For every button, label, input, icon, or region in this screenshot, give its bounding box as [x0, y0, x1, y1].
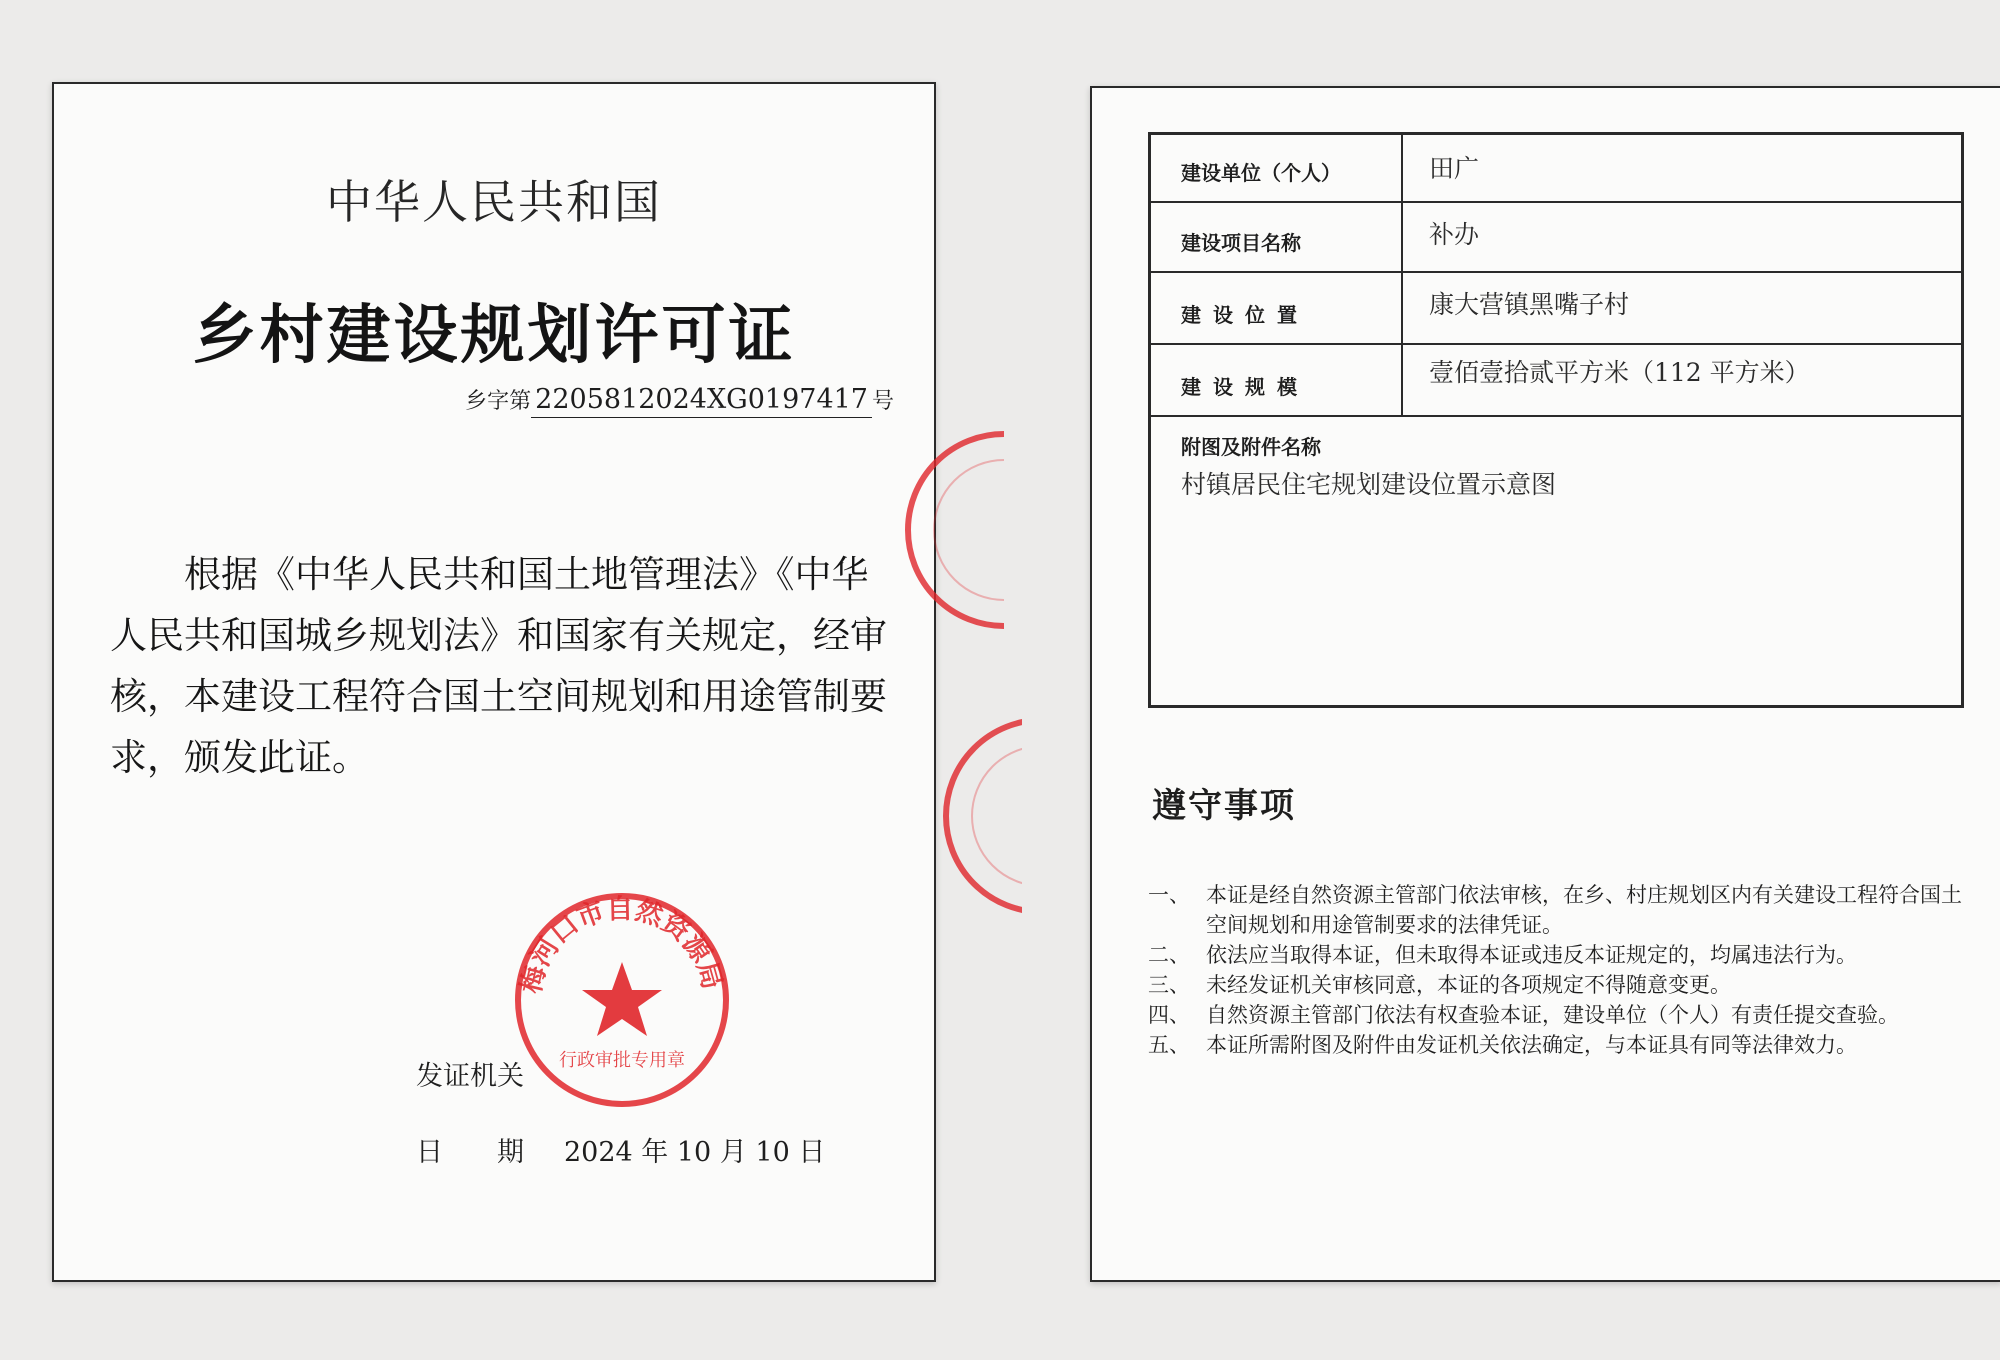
column-divider: [1401, 271, 1403, 343]
column-divider: [1401, 343, 1403, 415]
issue-date: 2024 年 10 月 10 日: [564, 1137, 826, 1168]
permit-number-prefix: 乡字第: [465, 389, 532, 414]
row-value: 补办: [1429, 220, 1480, 249]
rule-text: 自然资源主管部门依法有权查验本证，建设单位（个人）有责任提交查验。: [1206, 1003, 1899, 1027]
rule-text: 本证所需附图及附件由发证机关依法确定，与本证具有同等法律效力。: [1206, 1033, 1857, 1057]
table-row: [1151, 271, 1961, 345]
rule-number: 一、: [1148, 883, 1190, 907]
permit-cover-page: [52, 82, 936, 1282]
rule-number: 四、: [1148, 1003, 1190, 1027]
list-item: [1148, 1000, 1968, 1030]
row-label: 建设位置: [1181, 303, 1309, 327]
rule-number: 二、: [1148, 943, 1190, 967]
rule-text: 未经发证机关审核同意，本证的各项规定不得随意变更。: [1206, 973, 1731, 997]
permit-number-suffix: 号: [871, 389, 894, 414]
list-item: [1148, 880, 1968, 940]
list-item: [1148, 940, 1968, 970]
issuer-label: 发证机关: [416, 1061, 524, 1092]
row-label: 建设项目名称: [1181, 231, 1301, 255]
row-label: 建设规模: [1181, 375, 1309, 399]
table-row: [1151, 135, 1961, 203]
date-label: 日 期: [416, 1137, 524, 1168]
legal-basis-paragraph: 根据《中华人民共和国土地管理法》《中华人民共和国城乡规划法》和国家有关规定，经审核，本建设工程符合国土空间规划和用途管制要求，颁发此证。: [110, 553, 887, 779]
seam-seal-upper: [894, 430, 1004, 630]
row-value: 康大营镇黑嘴子村: [1429, 290, 1630, 319]
seal-center-text: 行政审批专用章: [559, 1050, 685, 1071]
table-row: [1151, 201, 1961, 273]
row-value: 壹佰壹拾贰平方米（112 平方米）: [1429, 358, 1810, 387]
permit-number: 2205812024XG0197417: [531, 384, 872, 418]
seal-ring-text: 梅河口市自然资源局: [515, 893, 728, 997]
country-name: 中华人民共和国: [326, 175, 662, 229]
seam-seal-lower: [932, 716, 1022, 916]
row-value: 田广: [1429, 154, 1480, 183]
official-seal: [512, 890, 732, 1110]
column-divider: [1401, 201, 1403, 271]
rule-text: 依法应当取得本证，但未取得本证或违反本证规定的，均属违法行为。: [1206, 943, 1857, 967]
document-title: 乡村建设规划许可证: [192, 299, 796, 373]
list-item: [1148, 970, 1968, 1000]
rule-number: 三、: [1148, 973, 1190, 997]
table-row: [1151, 343, 1961, 417]
list-item: [1148, 1030, 1968, 1060]
attachments-value: 村镇居民住宅规划建设位置示意图: [1181, 470, 1557, 499]
rule-number: 五、: [1148, 1033, 1190, 1057]
rule-text: 本证是经自然资源主管部门依法审核，在乡、村庄规划区内有关建设工程符合国土空间规划和用途管制要求的法律凭证。: [1206, 883, 1962, 937]
rules-list: [1148, 880, 1968, 1060]
rules-heading: 遵守事项: [1152, 786, 1296, 826]
project-info-table: [1148, 132, 1964, 708]
permit-details-page: [1090, 86, 2000, 1282]
permit-number-line: [465, 384, 894, 415]
row-label: 建设单位（个人）: [1181, 161, 1341, 185]
attachments-label: 附图及附件名称: [1181, 435, 1321, 459]
column-divider: [1401, 135, 1403, 201]
